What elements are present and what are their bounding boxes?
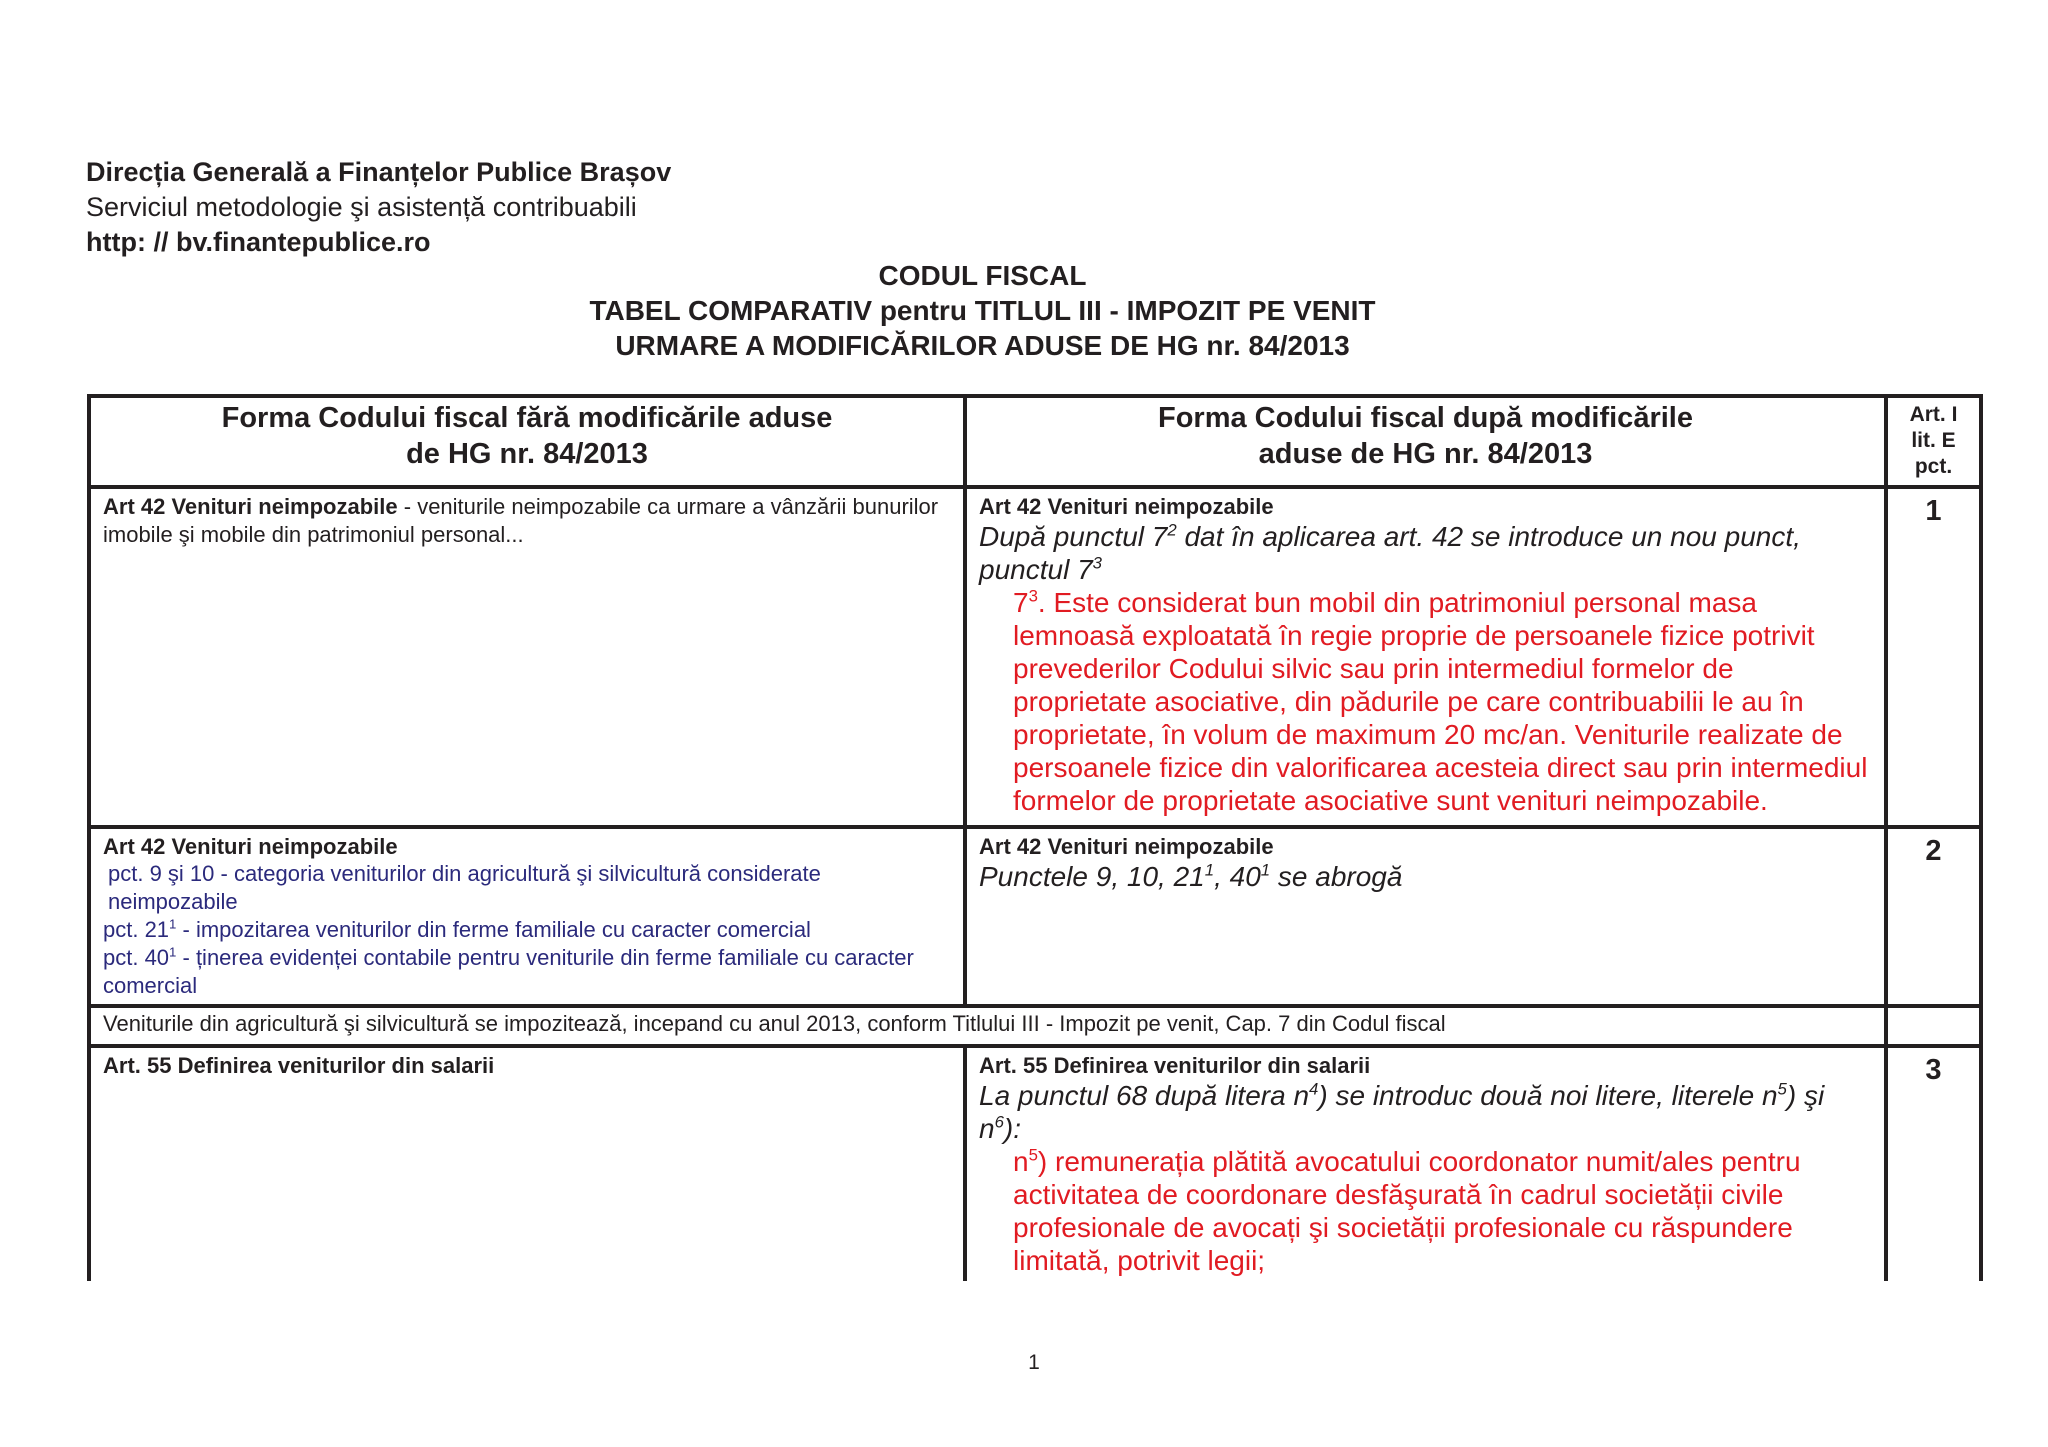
row1-before-cell	[89, 487, 965, 827]
doc-title: CODUL FISCAL	[878, 260, 1087, 291]
table-note-row	[89, 1006, 1981, 1046]
page-number: 1	[1028, 1351, 1040, 1374]
row1-left-label: Art 42 Venituri neimpozabile	[103, 494, 398, 519]
table-row	[89, 827, 1981, 1006]
row3-number: 3	[1886, 1046, 1981, 1281]
table-row	[89, 487, 1981, 827]
row2-number: 2	[1886, 827, 1981, 1006]
doc-subtitle-2: URMARE A MODIFICĂRILOR ADUSE DE HG nr. 84/2013	[615, 330, 1350, 361]
row2-before-cell	[89, 827, 965, 1006]
row3-before-cell	[89, 1046, 965, 1281]
website-link[interactable]: bv.finantepublice.ro	[175, 227, 431, 257]
row2-item-2: pct. $21^1$ - impozitarea veniturilor din ferme familiale cu caracter comercial	[103, 916, 811, 942]
table-row	[89, 1046, 1981, 1281]
row2-left-label: Art 42 Venituri neimpozabile	[103, 834, 398, 859]
note-cell: Veniturile din agricultură şi silvicultură se impozitează, incepand cu anul 2013, conform Titlului III - Impozit pe venit, Cap. 7 din Codul fiscal	[89, 1006, 1886, 1046]
institution-name: Direcția Generală a Finanțelor Publice Brașov	[86, 157, 672, 187]
doc-subtitle: TABEL COMPARATIV pentru TITLUL III - IMPOZIT PE VENIT	[589, 295, 1376, 326]
row1-intro: După punctul $7^2$ dat în aplicarea art. 42 se introduce un nou punct, punctul $7^3$	[979, 520, 1801, 585]
row2-after-cell	[965, 827, 1886, 1006]
table-header-row	[89, 396, 1981, 487]
url-prefix: http: //	[86, 227, 176, 257]
row3-amendment: $n^5$) remunerația plătită avocatului coordonator numit/ales pentru activitatea de coordonare desfăşurată în cadrul societății civile profesionale de avocați şi societății profesionale cu răspundere limitată, potrivit legii;	[1013, 1145, 1801, 1276]
department-name: Serviciul metodologie şi asistență contribuabili	[86, 192, 637, 222]
row1-amendment: $7^3$. Este considerat bun mobil din patrimoniul personal masa lemnoasă exploatată în regie proprie de persoanele fizice potrivit prevederilor Codului silvic sau prin intermediul formelor de proprietate asociative, din pădurile pe care contribuabilii le au în proprietate, în volum de maximum 20 mc/an. Veniturile realizate de persoanele fizice din valorificarea acesteia direct sau prin intermediul formelor de proprietate asociative sunt venituri neimpozabile.	[1013, 586, 1868, 816]
row3-intro: La punctul 68 după litera $n^4$) se introduc două noi litere, literele $n^5$) şi $n^6$):	[979, 1079, 1825, 1144]
note-empty-cell	[1886, 1006, 1981, 1046]
row1-right-label: Art 42 Venituri neimpozabile	[979, 494, 1274, 519]
row2-item-3: pct. $40^1$ - ținerea evidenței contabile pentru veniturile din ferme familiale cu caracter comercial	[103, 944, 914, 998]
comparison-table	[87, 394, 1983, 1281]
row2-item-1: pct. 9 şi 10 - categoria veniturilor din agricultură şi silvicultură considerate neimpozabile	[108, 861, 821, 914]
row1-number: 1	[1886, 487, 1981, 827]
col-header-before: Forma Codului fiscal fără modificările aduse de HG nr. 84/2013	[89, 396, 965, 487]
col-header-after: Forma Codului fiscal după modificările aduse de HG nr. 84/2013	[965, 396, 1886, 487]
row3-right-label: Art. 55 Definirea veniturilor din salarii	[979, 1053, 1371, 1078]
row1-after-cell	[965, 487, 1886, 827]
website-line	[86, 225, 431, 259]
row3-after-cell	[965, 1046, 1886, 1281]
row1-left-text: - veniturile neimpozabile ca urmare a vânzării bunurilor imobile şi mobile din patrimoniul personal...	[103, 494, 939, 547]
row3-left-label: Art. 55 Definirea veniturilor din salarii	[103, 1053, 495, 1078]
row2-abrogation: Punctele 9, 10, $21^1$, $40^1$ se abrogă	[979, 860, 1403, 892]
row2-right-label: Art 42 Venituri neimpozabile	[979, 834, 1274, 859]
col-header-art: Art. I lit. E pct.	[1886, 396, 1981, 487]
